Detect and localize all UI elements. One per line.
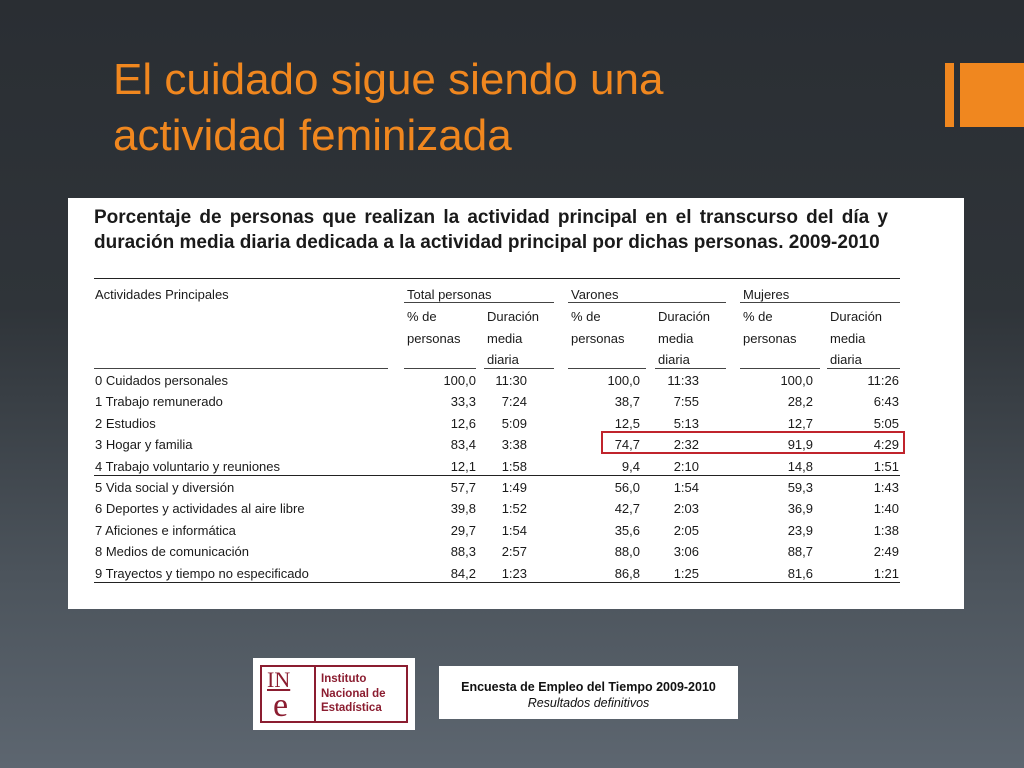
subheader-total-dur-2: media [487,331,523,346]
cell-td: 1:58 [501,458,527,474]
header-rule-activities [94,368,388,369]
group-rule-mujeres [740,302,900,303]
cell-md: 4:29 [873,437,899,453]
subheader-mujeres-dur-2: media [830,331,866,346]
slide-title-line-1: El cuidado sigue siendo una [113,55,664,104]
source-title: Encuesta de Empleo del Tiempo 2009-2010 [461,680,716,694]
ine-logo-line-1: Instituto [321,673,367,685]
header-rule-2 [484,368,554,369]
cell-mp: 14,8 [787,458,813,474]
subheader-total-pct-1: % de [407,309,437,324]
subheader-varones-dur-1: Duración [658,309,711,324]
cell-td: 1:49 [501,480,527,495]
row-label: 2 Estudios [95,415,156,431]
cell-vp: 100,0 [607,373,640,388]
cell-vd: 1:54 [673,480,699,495]
ine-logo-line-2: Nacional de [321,687,386,700]
row-label: 9 Trayectos y tiempo no especificado [95,565,309,581]
ine-logo-mark-bottom: e [273,687,289,724]
subheader-varones-pct-2: personas [571,331,625,346]
cell-vp: 56,0 [614,480,640,495]
subheader-varones-dur-3: diaria [658,352,690,367]
cell-tp: 83,4 [450,437,476,453]
cell-td: 3:38 [501,437,527,453]
cell-td: 1:52 [501,501,527,517]
cell-tp: 29,7 [450,522,476,538]
cell-vd: 2:03 [673,501,699,517]
cell-vd: 2:32 [673,437,699,453]
cell-md: 1:51 [873,458,899,474]
cell-md: 2:49 [873,544,899,560]
cell-md: 11:26 [867,373,899,388]
header-rule-6 [827,368,900,369]
cell-vp: 88,0 [614,544,640,560]
cell-tp: 33,3 [450,394,476,410]
cell-mp: 36,9 [787,501,813,517]
cell-td: 7:24 [501,394,527,410]
source-subtitle: Resultados definitivos [527,696,650,710]
slide-title [113,52,873,164]
cell-vd: 2:05 [673,522,699,538]
cell-vd: 5:13 [673,415,699,431]
cell-tp: 100,0 [443,373,476,388]
table-heading: Porcentaje de personas que realizan la actividad principal en el transcurso del día y duración media diaria dedicada a la actividad principal por dichas personas. 2009-2010 [94,207,888,253]
row-label: 6 Deportes y actividades al aire libre [95,501,305,517]
slide-title-line-2: actividad feminizada [113,111,512,160]
cell-mp: 12,7 [787,415,813,431]
table-top-rule [94,278,900,279]
cell-vd: 11:33 [667,373,699,388]
cell-vd: 2:10 [673,458,699,474]
header-rule-1 [404,368,476,369]
cell-md: 5:05 [873,415,899,431]
cell-vp: 38,7 [614,394,640,410]
cell-vd: 7:55 [673,394,699,410]
cell-vp: 74,7 [614,437,640,453]
decorative-bar-thin [945,63,954,127]
cell-vp: 86,8 [614,565,640,581]
cell-tp: 57,7 [450,480,476,495]
cell-md: 1:40 [873,501,899,517]
subheader-total-dur-3: diaria [487,352,519,367]
table-bottom-rule [94,582,900,583]
subheader-mujeres-dur-1: Duración [830,309,883,324]
row-label: 1 Trabajo remunerado [95,394,223,410]
group-header-total: Total personas [407,287,492,302]
cell-td: 1:23 [501,565,527,581]
cell-td: 5:09 [501,415,527,431]
cell-td: 2:57 [501,544,527,560]
cell-tp: 84,2 [450,565,476,581]
cell-mp: 23,9 [787,522,813,538]
row-label: 5 Vida social y diversión [95,480,235,495]
subheader-mujeres-pct-1: % de [743,309,773,324]
group-header-mujeres: Mujeres [743,287,790,302]
cell-mp: 81,6 [787,565,813,581]
header-rule-4 [655,368,726,369]
subheader-mujeres-pct-2: personas [743,331,797,346]
group-rule-total [404,302,554,303]
cell-vp: 42,7 [614,501,640,517]
cell-mp: 28,2 [787,394,813,410]
highlight-box [601,431,905,454]
decorative-bar-wide [960,63,1024,127]
ine-logo-divider [314,667,316,721]
cell-vd: 3:06 [673,544,699,560]
ine-logo-mark-top: IN [267,667,291,692]
cell-md: 1:43 [873,480,899,495]
ine-logo-mark [267,667,311,724]
cell-tp: 88,3 [450,544,476,560]
subheader-varones-pct-1: % de [571,309,601,324]
cell-tp: 12,6 [450,415,476,431]
row-label: 8 Medios de comunicación [95,544,249,560]
ine-logo-line-3: Estadística [321,702,382,714]
cell-md: 1:38 [873,522,899,538]
cell-md: 6:43 [873,394,899,410]
cell-md: 1:21 [873,565,899,581]
row-label: 7 Aficiones e informática [95,522,236,538]
cell-td: 11:30 [495,373,527,388]
cell-tp: 12,1 [450,458,476,474]
column-header-activities: Actividades Principales [95,287,229,302]
cell-mp: 91,9 [787,437,813,453]
group-separator-rule [94,475,900,476]
cell-mp: 88,7 [787,544,813,560]
subheader-mujeres-dur-3: diaria [830,352,862,367]
cell-vp: 9,4 [621,458,640,474]
row-label: 4 Trabajo voluntario y reuniones [95,458,281,474]
row-label: 0 Cuidados personales [95,373,228,388]
cell-mp: 100,0 [780,373,813,388]
row-label: 3 Hogar y familia [95,437,193,453]
cell-vp: 35,6 [614,522,640,538]
cell-mp: 59,3 [787,480,813,495]
cell-td: 1:54 [501,522,527,538]
subheader-total-dur-1: Duración [487,309,540,324]
group-rule-varones [568,302,726,303]
subheader-varones-dur-2: media [658,331,694,346]
table-image [68,198,964,609]
header-rule-3 [568,368,646,369]
cell-tp: 39,8 [450,501,476,517]
ine-logo-text [321,672,411,716]
source-box [439,666,738,719]
subheader-total-pct-2: personas [407,331,461,346]
cell-vd: 1:25 [673,565,699,581]
cell-vp: 12,5 [614,415,640,431]
header-rule-5 [740,368,820,369]
group-header-varones: Varones [571,287,619,302]
ine-logo [253,658,415,730]
